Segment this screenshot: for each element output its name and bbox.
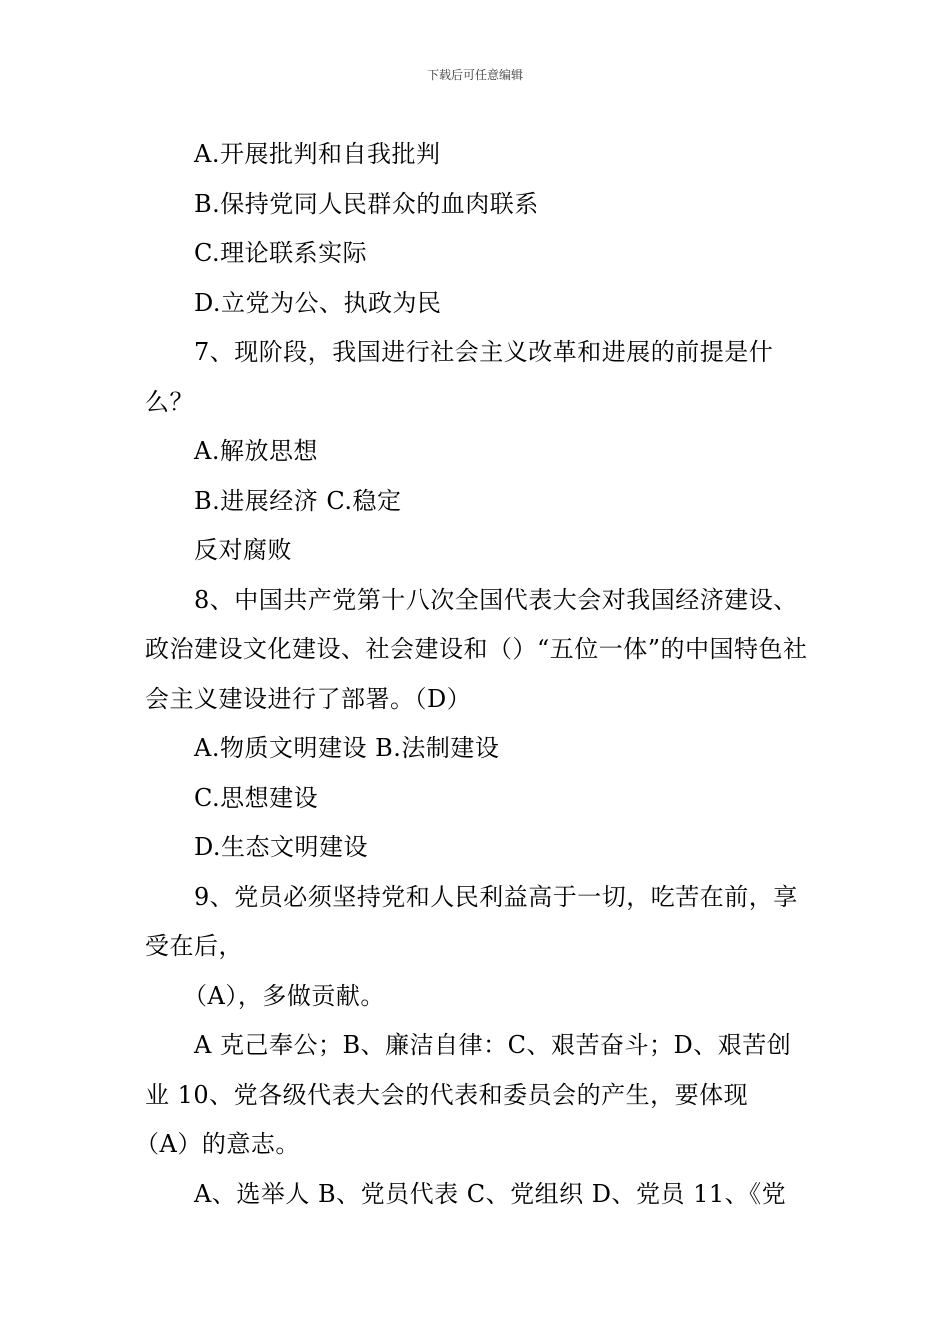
option-line: A.开展批判和自我批判 <box>194 140 441 168</box>
question-9-continued: （A），多做贡献。 <box>183 981 385 1010</box>
question-8: 8、中国共产党第十八次全国代表大会对我国经济建设、政治建设文化建设、社会建设和（）“五位一体”的中国特色社会主义建设进行了部署。（D） <box>145 585 808 713</box>
option-line: D.立党为公、执政为民 <box>194 288 442 317</box>
question-10-continued: （A）的意志。 <box>135 1130 300 1158</box>
option-line: C.理论联系实际 <box>194 239 368 267</box>
option-line: D.生态文明建设 <box>194 833 369 861</box>
option-line: B.保持党同人民群众的血肉联系 <box>194 189 539 218</box>
page-header-note: 下载后可任意编辑 <box>426 68 523 82</box>
question-9: 9、党员必须坚持党和人民利益高于一切，吃苦在前，享受在后， <box>145 882 798 960</box>
document-body <box>135 130 810 1219</box>
options-and-question-10: A 克己奉公；B、廉洁自律：C、艰苦奋斗；D、艰苦创业 10、党各级代表大会的代表和委员会的产生，要体现 <box>145 1031 792 1109</box>
option-line: B.进展经济 C.稳定 <box>194 486 402 515</box>
option-line: C.思想建设 <box>194 783 319 812</box>
options-and-question-11: A、选举人 B、党员代表 C、党组织 D、党员 11、《党 <box>194 1179 787 1208</box>
option-line: A.解放思想 <box>194 437 318 465</box>
option-line: 反对腐败 <box>194 536 292 564</box>
question-7: 7、现阶段，我国进行社会主义改革和进展的前提是什么？ <box>145 338 774 416</box>
option-line: A.物质文明建设 B.法制建设 <box>194 734 500 762</box>
